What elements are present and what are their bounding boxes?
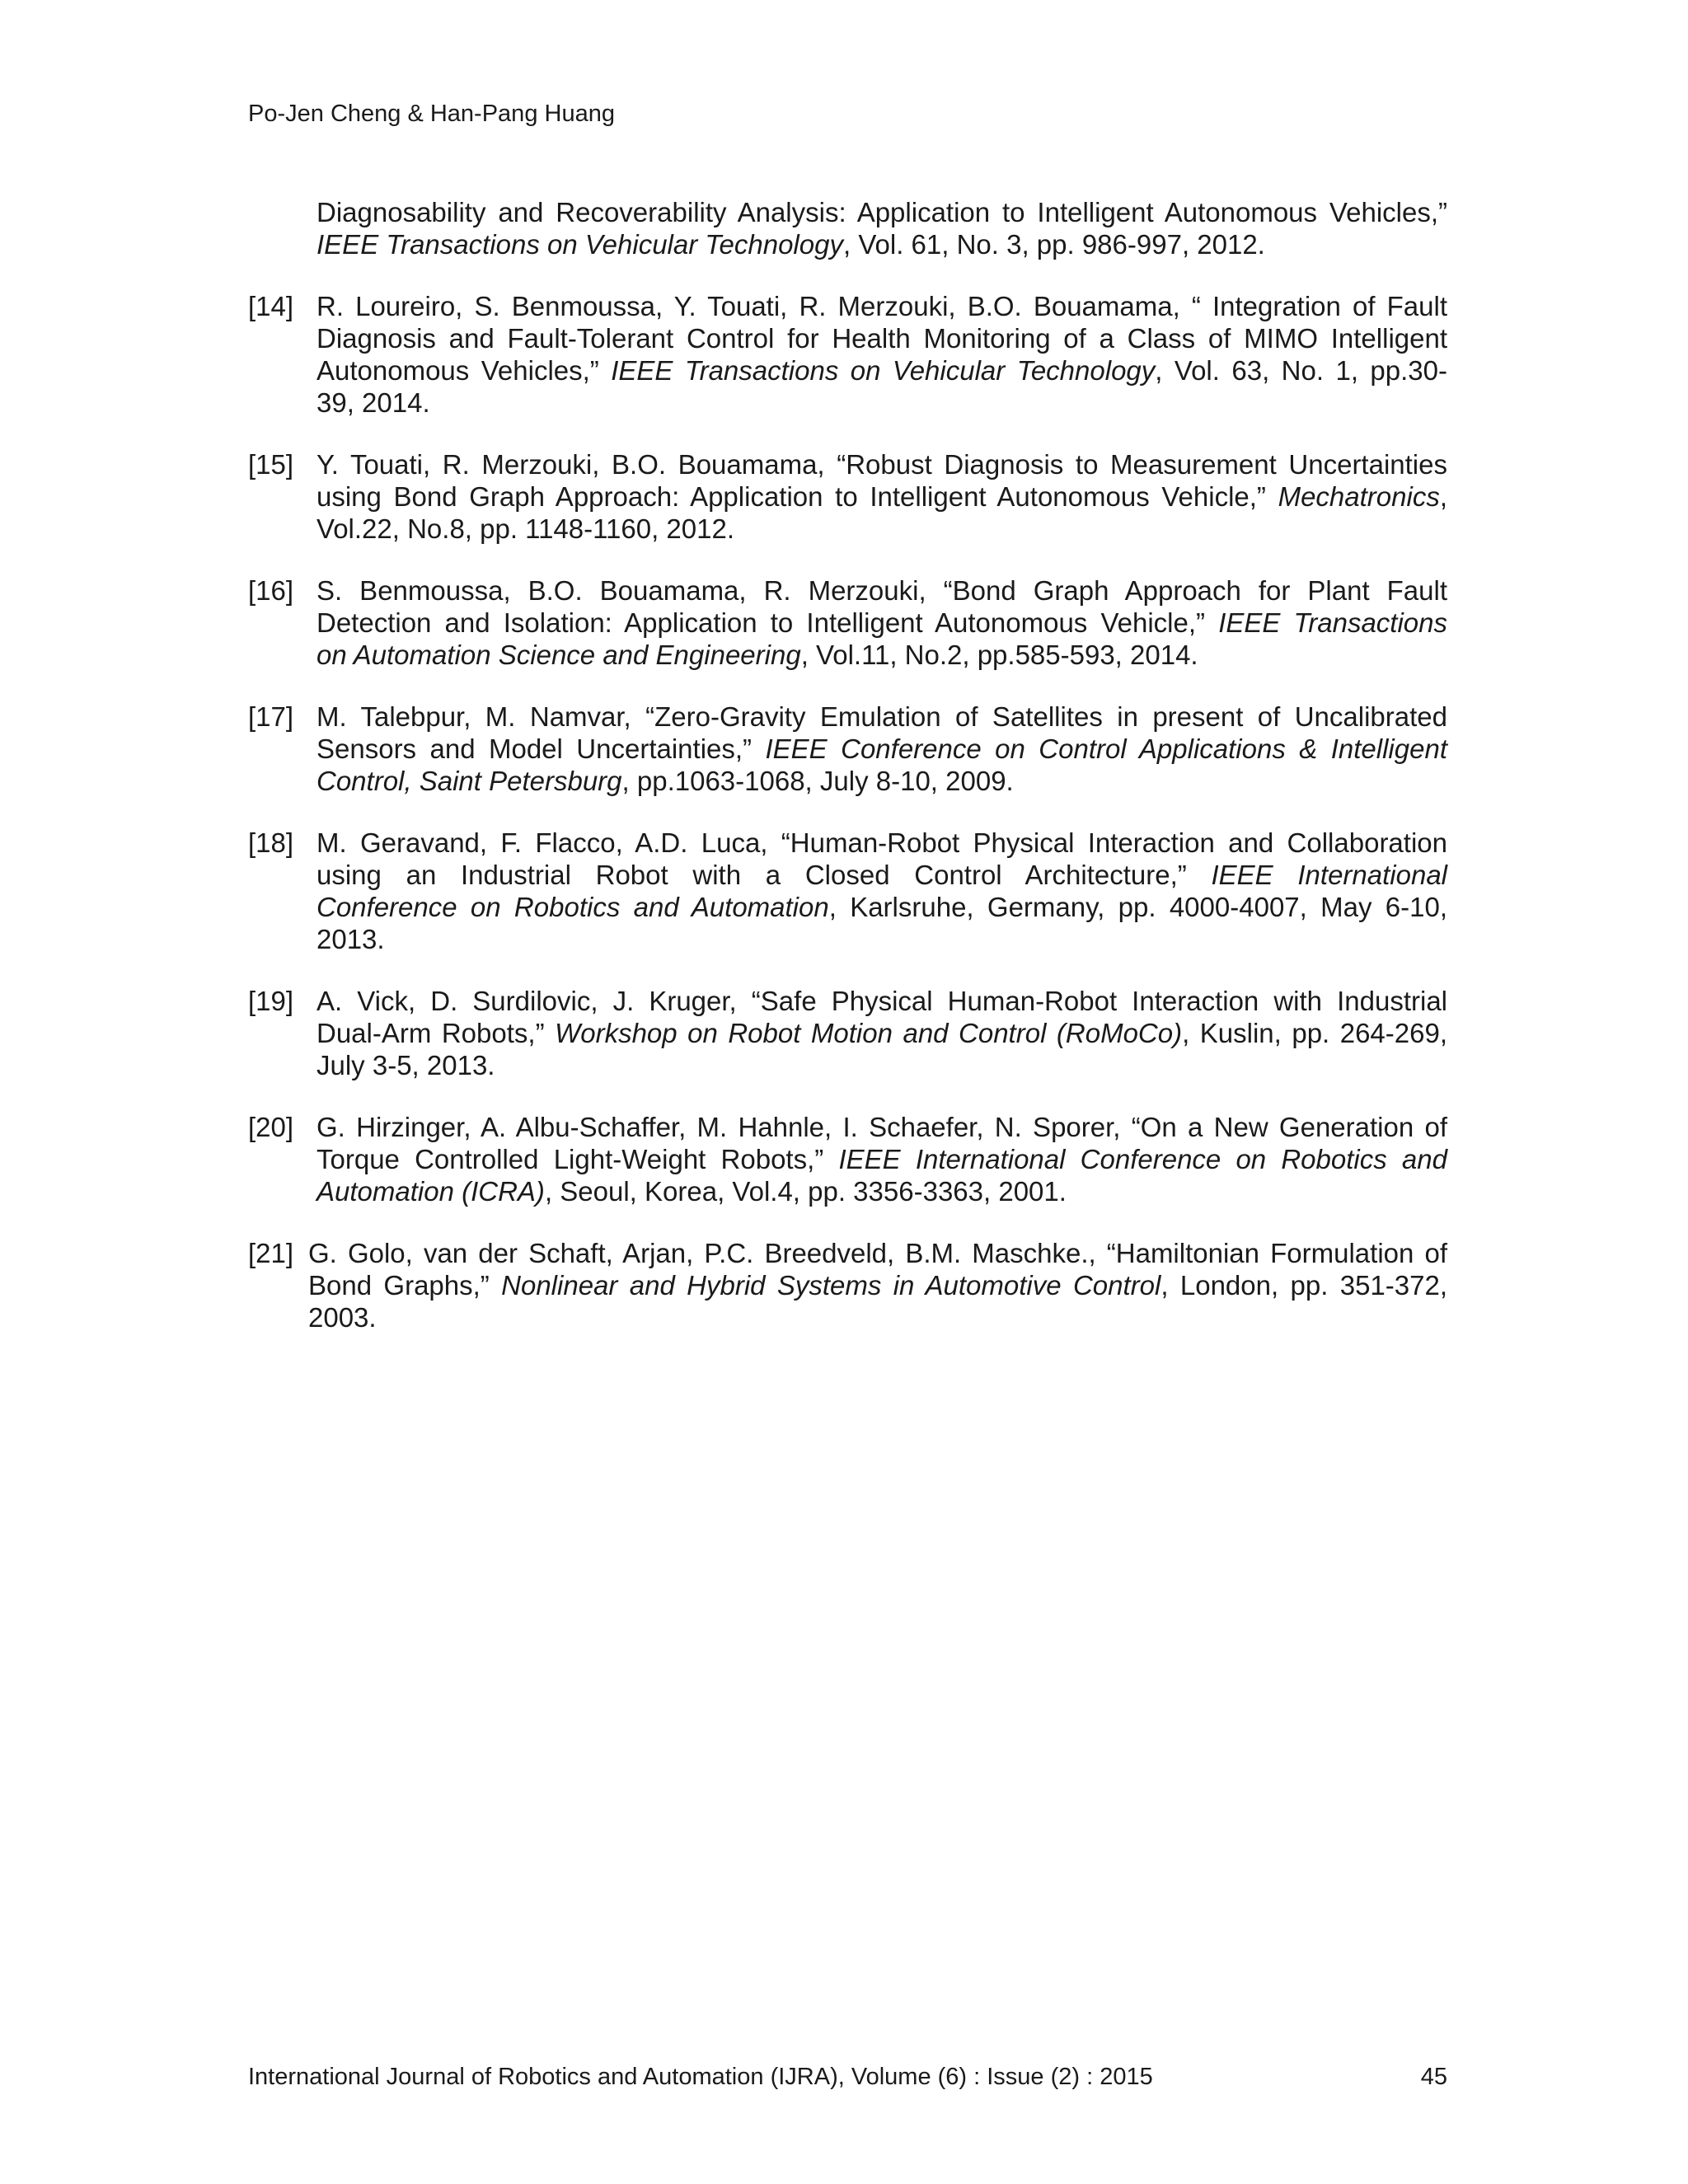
reference-venue: Conference on Robotics and Automation [316, 892, 829, 922]
reference-text: using Bond Graph Approach: Application to Intelligent Autonomous Vehicle,” [316, 481, 1278, 512]
reference-continuation [248, 196, 1447, 260]
reference-number: [20] [248, 1112, 294, 1142]
reference-venue: Control, Saint Petersburg [316, 766, 622, 796]
reference-line [316, 733, 1447, 765]
reference-text: Detection and Isolation: Application to Intelligent Autonomous Vehicle,” [316, 607, 1219, 638]
reference-text: , Vol. 63, No. 1, pp.30- [1155, 355, 1447, 386]
reference-venue: IEEE International [1211, 860, 1448, 890]
reference-line [308, 1301, 1447, 1333]
reference-number: [19] [248, 986, 294, 1016]
reference-text: M. Talebpur, M. Namvar, “Zero-Gravity Emulation of Satellites in present of Uncalibrated [316, 701, 1447, 732]
reference-item [248, 574, 1447, 671]
reference-line [316, 228, 1447, 260]
reference-text: 39, 2014. [316, 387, 430, 418]
reference-line [316, 448, 1447, 480]
reference-line [316, 985, 1447, 1017]
reference-text: Diagnosability and Recoverability Analysis: Application to Intelligent Autonomous Vehicles,” [316, 197, 1447, 227]
reference-venue: Workshop on Robot Motion and Control (RoMoCo) [555, 1018, 1183, 1048]
reference-text: M. Geravand, F. Flacco, A.D. Luca, “Human-Robot Physical Interaction and Collaboration [316, 827, 1447, 858]
reference-line [316, 196, 1447, 228]
reference-number: [14] [248, 291, 294, 321]
reference-venue: Nonlinear and Hybrid Systems in Automotive Control [501, 1270, 1161, 1301]
reference-line [316, 827, 1447, 859]
reference-venue: IEEE Conference on Control Applications & Intelligent [765, 733, 1447, 764]
reference-item [248, 448, 1447, 545]
reference-venue: IEEE International Conference on Robotics and [838, 1144, 1447, 1174]
reference-text: 2003. [308, 1302, 377, 1333]
reference-text: 2013. [316, 924, 385, 954]
reference-number: [21] [248, 1238, 294, 1268]
reference-line [316, 701, 1447, 733]
reference-text: G. Golo, van der Schaft, Arjan, P.C. Breedveld, B.M. Maschke., “Hamiltonian Formulation of [308, 1238, 1447, 1268]
reference-line [316, 290, 1447, 322]
reference-text: A. Vick, D. Surdilovic, J. Kruger, “Safe Physical Human-Robot Interaction with Industrial [316, 986, 1447, 1016]
reference-text: July 3-5, 2013. [316, 1050, 495, 1080]
reference-line [316, 765, 1447, 797]
reference-text: Y. Touati, R. Merzouki, B.O. Bouamama, “Robust Diagnosis to Measurement Uncertainties [316, 449, 1447, 480]
reference-line [316, 354, 1447, 387]
reference-line [316, 1175, 1447, 1207]
reference-item [248, 1237, 1447, 1333]
reference-text: , Karlsruhe, Germany, pp. 4000-4007, May 6-10, [828, 892, 1447, 922]
reference-line [308, 1237, 1447, 1269]
reference-venue: IEEE Transactions on Vehicular Technology [316, 229, 843, 260]
reference-text: , Vol.11, No.2, pp.585-593, 2014. [800, 640, 1198, 670]
reference-text: , [1439, 481, 1447, 512]
reference-line [316, 574, 1447, 607]
reference-item [248, 290, 1447, 419]
reference-number: [15] [248, 449, 294, 480]
reference-text: Sensors and Model Uncertainties,” [316, 733, 766, 764]
reference-venue: Mechatronics [1278, 481, 1440, 512]
reference-item [248, 985, 1447, 1081]
reference-text: Autonomous Vehicles,” [316, 355, 612, 386]
reference-text: G. Hirzinger, A. Albu-Schaffer, M. Hahnle, I. Schaefer, N. Sporer, “On a New Generation of [316, 1112, 1447, 1142]
reference-line [308, 1269, 1447, 1301]
reference-number: [17] [248, 701, 294, 732]
reference-item [248, 827, 1447, 955]
reference-line [316, 1017, 1447, 1049]
footer-journal-citation: International Journal of Robotics and Automation (IJRA), Volume (6) : Issue (2) : 2015 [248, 2064, 1153, 2090]
reference-text: Diagnosis and Fault-Tolerant Control for Health Monitoring of a Class of MIMO Intelligent [316, 323, 1447, 354]
reference-line [316, 480, 1447, 513]
reference-text: R. Loureiro, S. Benmoussa, Y. Touati, R. Merzouki, B.O. Bouamama, “ Integration of Fault [316, 291, 1447, 321]
reference-text: , pp.1063-1068, July 8-10, 2009. [621, 766, 1014, 796]
reference-text: , Vol. 61, No. 3, pp. 986-997, 2012. [842, 229, 1265, 260]
reference-line [316, 387, 1447, 419]
reference-venue: on Automation Science and Engineering [316, 640, 801, 670]
reference-venue: IEEE Transactions [1218, 607, 1447, 638]
reference-text: Vol.22, No.8, pp. 1148-1160, 2012. [316, 513, 735, 544]
reference-line [316, 1049, 1447, 1081]
reference-text: Bond Graphs,” [308, 1270, 502, 1301]
reference-line [316, 607, 1447, 639]
reference-text: , Seoul, Korea, Vol.4, pp. 3356-3363, 2001. [544, 1176, 1067, 1207]
reference-list [248, 196, 1447, 1363]
reference-line [316, 1143, 1447, 1175]
reference-line [316, 891, 1447, 923]
reference-number: [18] [248, 827, 294, 858]
page-number: 45 [1420, 2064, 1447, 2090]
reference-number: [16] [248, 575, 294, 606]
reference-line [316, 513, 1447, 545]
reference-line [316, 923, 1447, 955]
reference-line [316, 859, 1447, 891]
reference-text: Dual-Arm Robots,” [316, 1018, 556, 1048]
reference-line [316, 1111, 1447, 1143]
reference-text: , Kuslin, pp. 264-269, [1182, 1018, 1447, 1048]
reference-venue: Automation (ICRA) [316, 1176, 545, 1207]
reference-line [316, 639, 1447, 671]
reference-item [248, 1111, 1447, 1207]
running-head: Po-Jen Cheng & Han-Pang Huang [248, 101, 615, 127]
reference-text: Torque Controlled Light-Weight Robots,” [316, 1144, 839, 1174]
reference-text: S. Benmoussa, B.O. Bouamama, R. Merzouki, “Bond Graph Approach for Plant Fault [316, 575, 1447, 606]
reference-text: using an Industrial Robot with a Closed Control Architecture,” [316, 860, 1212, 890]
reference-line [316, 322, 1447, 354]
reference-text: , London, pp. 351-372, [1160, 1270, 1447, 1301]
reference-item [248, 701, 1447, 797]
reference-venue: IEEE Transactions on Vehicular Technology [611, 355, 1156, 386]
